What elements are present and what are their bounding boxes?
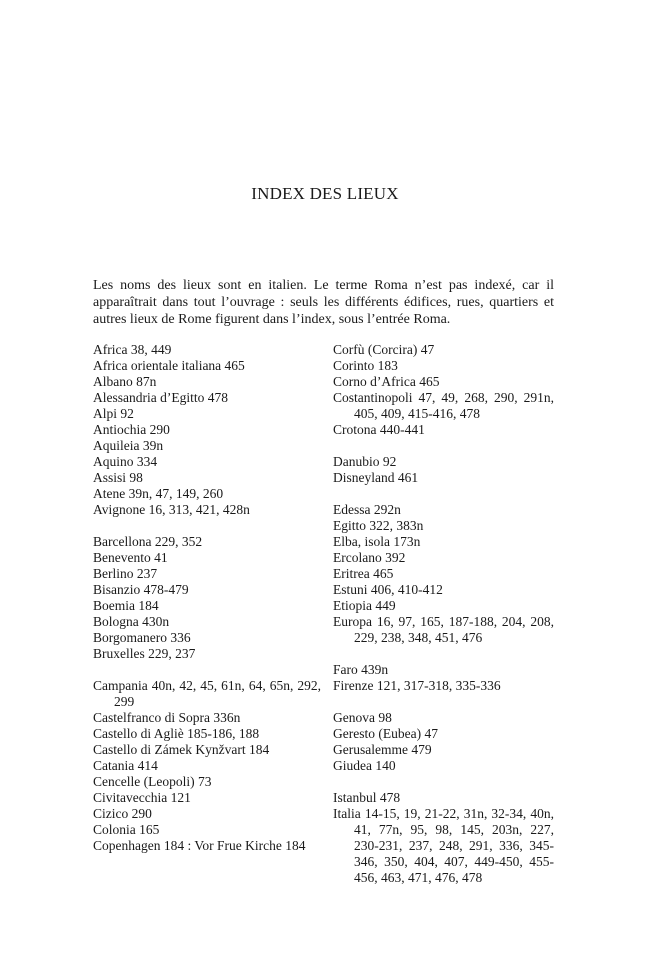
index-entry: Aquino 334 [93,454,158,469]
index-entry: Castello di Zámek Kynžvart 184 [93,742,270,757]
index-entry: Benevento 41 [93,550,168,565]
index-entry: Egitto 322, 383n [333,518,424,533]
index-entry: Corinto 183 [333,358,398,373]
index-column-right [333,342,554,902]
index-entry: Istanbul 478 [333,790,401,805]
index-entry: Bologna 430n [93,614,170,629]
index-entry: Edessa 292n [333,502,401,517]
index-entry: Bruxelles 229, 237 [93,646,196,661]
index-entry: Cencelle (Leopoli) 73 [93,774,212,789]
index-entry: Gerusalemme 479 [333,742,432,757]
index-intro: Les noms des lieux sont en italien. Le terme Roma n’est pas indexé, car il apparaîtrait dans tout l’ouvrage : seuls les différents édifices, rues, quartiers et autres lieux de Rome figurent dans l’index, sous l’entrée Roma. [93,278,554,327]
index-entry: Barcellona 229, 352 [93,534,203,549]
index-entry: Borgomanero 336 [93,630,191,645]
index-entry: Disneyland 461 [333,470,419,485]
index-entry: Ercolano 392 [333,550,406,565]
index-entry: Colonia 165 [93,822,160,837]
index-column-left [93,342,321,870]
index-entry: Genova 98 [333,710,392,725]
index-entry: Castello di Agliè 185-186, 188 [93,726,260,741]
index-entry: Atene 39n, 47, 149, 260 [93,486,224,501]
index-entry: Albano 87n [93,374,157,389]
index-entry: Danubio 92 [333,454,397,469]
index-entry: Alpi 92 [93,406,134,421]
index-entry: Estuni 406, 410-412 [333,582,443,597]
index-letter-group [333,502,554,646]
index-entry: Eritrea 465 [333,566,394,581]
index-entry: Corfù (Corcira) 47 [333,342,435,357]
index-entry: Italia 14-15, 19, 21-22, 31n, 32-34, 40n, 41, 77n, 95, 98, 145, 203n, 227, 230-231, 237, 248, 291, 336, 345-346, 350, 404, 407, 449-450, 455-456, 463, 471, 476, 478 [333,806,554,885]
index-entry: Aquileia 39n [93,438,164,453]
index-entry: Cizico 290 [93,806,152,821]
index-entry: Assisi 98 [93,470,143,485]
index-entry: Faro 439n [333,662,389,677]
index-entry: Africa orientale italiana 465 [93,358,245,373]
index-entry: Crotona 440-441 [333,422,425,437]
index-letter-group [333,454,554,486]
index-entry: Etiopia 449 [333,598,396,613]
index-entry: Catania 414 [93,758,158,773]
index-letter-group [93,342,321,518]
index-entry: Geresto (Eubea) 47 [333,726,438,741]
index-entry: Berlino 237 [93,566,158,581]
index-entry: Elba, isola 173n [333,534,421,549]
index-entry: Antiochia 290 [93,422,170,437]
index-letter-group [93,678,321,854]
index-entry: Avignone 16, 313, 421, 428n [93,502,250,517]
index-entry: Europa 16, 97, 165, 187-188, 204, 208, 229, 238, 348, 451, 476 [333,614,554,645]
index-letter-group [93,534,321,662]
index-entry: Costantinopoli 47, 49, 268, 290, 291n, 405, 409, 415-416, 478 [333,390,554,421]
index-entry: Bisanzio 478-479 [93,582,189,597]
page-title: INDEX DES LIEUX [251,184,399,203]
index-entry: Corno d’Africa 465 [333,374,440,389]
index-entry: Firenze 121, 317-318, 335-336 [333,678,501,693]
index-entry: Africa 38, 449 [93,342,172,357]
index-entry: Alessandria d’Egitto 478 [93,390,228,405]
index-entry: Boemia 184 [93,598,159,613]
index-letter-group [333,342,554,438]
index-letter-group [333,790,554,886]
index-letter-group [333,710,554,774]
index-entry: Giudea 140 [333,758,396,773]
index-entry: Civitavecchia 121 [93,790,191,805]
index-entry: Campania 40n, 42, 45, 61n, 64, 65n, 292, 299 [93,678,321,709]
index-letter-group [333,662,554,694]
index-entry: Castelfranco di Sopra 336n [93,710,241,725]
index-entry: Copenhagen 184 : Vor Frue Kirche 184 [93,838,306,853]
